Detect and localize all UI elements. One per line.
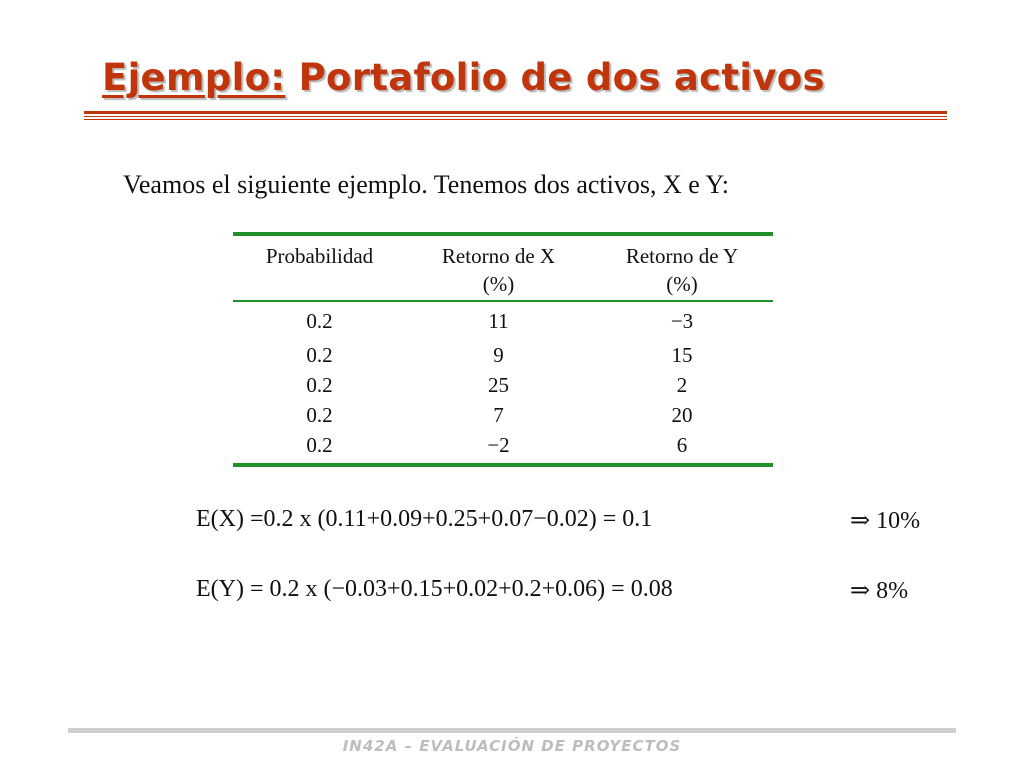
footer-rule — [68, 728, 956, 733]
title-underline-rule — [84, 111, 947, 122]
cell-probability: 0.2 — [306, 343, 333, 367]
header-retorno-x: Retorno de X (%) — [441, 244, 556, 296]
table-header-row — [233, 236, 773, 300]
cell-return-x: 9 — [493, 343, 504, 367]
cell-return-y: −3 — [670, 309, 694, 333]
cell-return-y: 20 — [671, 403, 693, 427]
intro-text: Veamos el siguiente ejemplo. Tenemos dos activos, X e Y: — [123, 170, 729, 199]
table-row — [233, 306, 773, 340]
cell-return-x: 25 — [488, 373, 509, 397]
cell-return-x: 7 — [493, 403, 504, 427]
cell-probability: 0.2 — [306, 373, 333, 397]
title-prefix: Ejemplo: — [102, 56, 286, 99]
expected-return-y-result: ⇒ 8% — [850, 578, 909, 604]
table-body — [233, 302, 773, 463]
cell-return-x: 11 — [488, 309, 509, 333]
table-row — [233, 370, 773, 400]
header-retorno-y: Retorno de Y (%) — [625, 244, 739, 296]
footer-course-label: IN42A – EVALUACIÓN DE PROYECTOS — [342, 737, 682, 755]
cell-return-y: 6 — [676, 433, 688, 457]
table-row — [233, 400, 773, 430]
table-row — [233, 340, 773, 370]
table-row — [233, 430, 773, 460]
expected-return-y-formula: E(Y) = 0.2 x (−0.03+0.15+0.02+0.2+0.06) = 0.08 — [196, 576, 673, 602]
header-probabilidad: Probabilidad — [265, 244, 374, 268]
cell-return-x: −2 — [487, 433, 510, 457]
cell-probability: 0.2 — [306, 309, 333, 333]
cell-probability: 0.2 — [306, 403, 333, 427]
cell-return-y: 2 — [676, 373, 688, 397]
expected-return-x-result: ⇒ 10% — [850, 508, 921, 534]
title-main: Portafolio de dos activos — [285, 56, 825, 99]
expected-return-x-formula: E(X) =0.2 x (0.11+0.09+0.25+0.07−0.02) = 0.1 — [196, 506, 653, 532]
cell-probability: 0.2 — [306, 433, 333, 457]
table-bottom-rule — [233, 463, 773, 467]
slide-title — [102, 56, 825, 99]
returns-table — [233, 232, 773, 467]
cell-return-y: 15 — [671, 343, 693, 367]
